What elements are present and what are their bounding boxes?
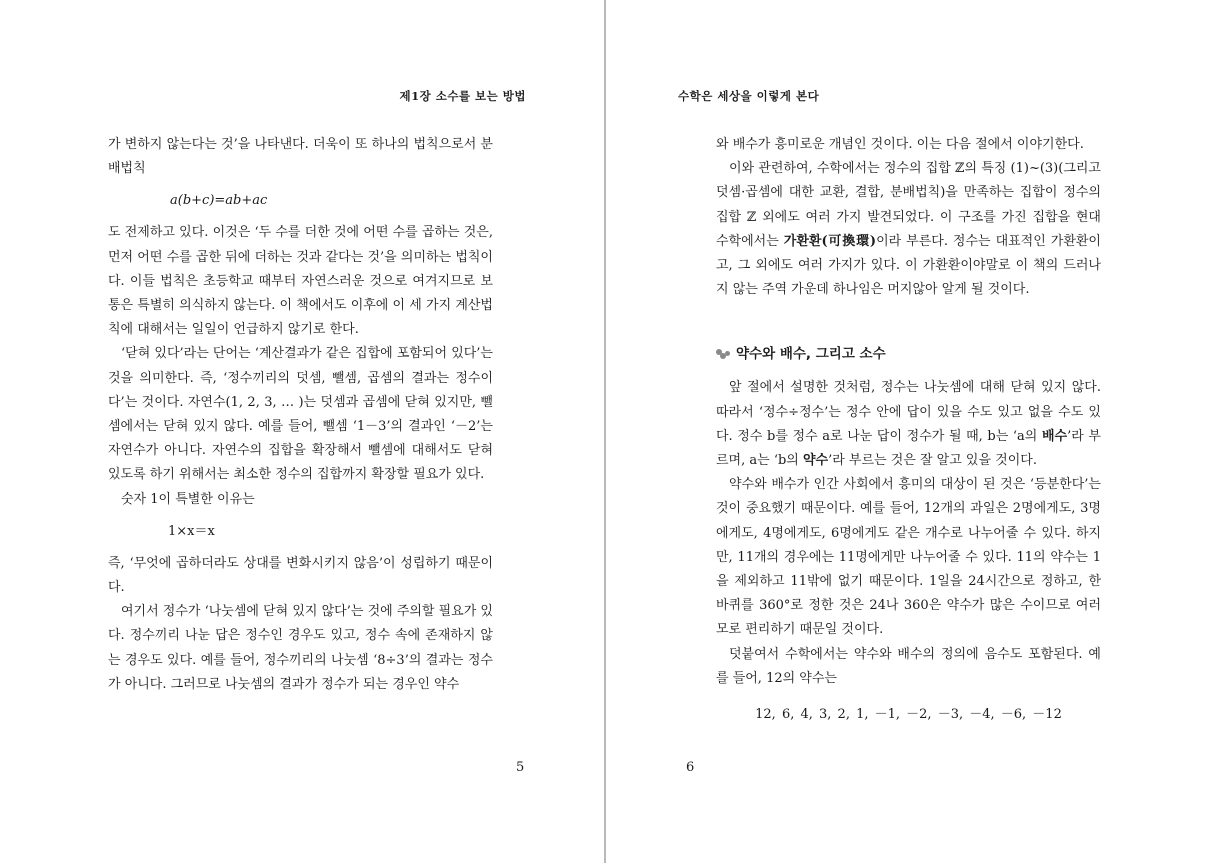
paragraph: 즉, ‘무엇에 곱하더라도 상대를 변화시키지 않음’이 성립하기 때문이다. [108, 555, 493, 596]
paragraph: 여기서 정수가 ‘나눗셈에 닫혀 있지 않다’는 것에 주의할 필요가 있다. 정수끼리 나눈 답은 정수인 경우도 있고, 정수 속에 존재하지 않는 경우도 있다. 예를 들어, 정수끼리의 나눗셈 ‘8÷3’의 결과는 정수가 아니다. 그러므로 나눗셈의 결과가 정수가 되는 경우인 약수 [108, 604, 493, 692]
term-commutative-ring: 가환환(可換環) [783, 233, 877, 249]
paragraph: 와 배수가 흥미로운 개념인 것이다. 이는 다음 절에서 이야기한다. [716, 137, 1084, 152]
paragraph [716, 157, 1101, 302]
divisors-of-12-line: 12, 6, 4, 3, 2, 1, －1, －2, －3, －4, －6, －12 [755, 707, 1062, 723]
right-page [606, 0, 1209, 863]
page-number-right: 6 [686, 760, 695, 775]
paragraph: ‘닫혀 있다’라는 단어는 ‘계산결과가 같은 집합에 포함되어 있다’는 것을 의미한다. 즉, ‘정수끼리의 덧셈, 뺄셈, 곱셈의 결과는 정수이다’는 것이다. 자연수(1, 2, 3, … )는 덧셈과 곱셈에 닫혀 있지만, 뺄셈에서는 닫혀 있지 않다. 예를 들어, 뺄셈 ‘1－3’의 결과인 ‘－2’는 자연수가 아니다. 자연수의 집합을 확장해서 뺄셈에 대해서도 닫혀 있도록 하기 위해서는 최소한 정수의 집합까지 확장할 필요가 있다. [108, 346, 493, 483]
left-text-block [108, 133, 493, 697]
paragraph: 가 변하지 않는다는 것’을 나타낸다. 더욱이 또 하나의 법칙으로서 분배법칙 [108, 137, 493, 177]
formula-distributive: a(b+c)=ab+ac [170, 193, 268, 209]
right-text-block [716, 133, 1101, 727]
running-head-left: 제1장 소수를 보는 방법 [399, 89, 526, 103]
paragraph-text: 이라 부른다. 정수는 대표적인 가환환이고, 그 외에도 여러 가지가 있다. 이 가환환이야말로 이 책의 드러나지 않는 주역 가운데 하나임은 머지않아 알게 될 것이다. [716, 233, 1101, 298]
paragraph-text: ’라 부르며, a는 ‘b의 [716, 428, 1101, 469]
section-bullet-icon [716, 348, 730, 360]
running-head-right: 수학은 세상을 이렇게 본다 [678, 89, 820, 103]
paragraph-text: ’라 부르는 것은 잘 알고 있을 것이다. [828, 453, 1037, 469]
section-heading-text: 약수와 배수, 그리고 소수 [736, 346, 886, 363]
paragraph: 덧붙여서 수학에서는 약수와 배수의 정의에 음수도 포함된다. 예를 들어, 12의 약수는 [716, 646, 1101, 686]
left-page [0, 0, 604, 863]
term-multiple: 배수 [1042, 428, 1068, 444]
formula-identity: 1×x＝x [168, 523, 215, 539]
paragraph: 약수와 배수가 인간 사회에서 흥미의 대상이 된 것은 ‘등분한다’는 것이 중요했기 때문이다. 예를 들어, 12개의 과일은 2명에게도, 3명에게도, 4명에게도, 6명에게도 같은 개수로 나누어줄 수 있다. 하지만, 11개의 경우에는 11명에게만 나누어줄 수 있다. 11의 약수는 1을 제외하고 11밖에 없기 때문이다. 1일을 24시간으로 정하고, 한 바퀴를 360°로 정한 것은 24나 360은 약수가 많은 수이므로 여러모로 편리하기 때문일 것이다. [716, 477, 1101, 638]
paragraph [716, 376, 1101, 473]
page-number-left: 5 [516, 760, 525, 775]
paragraph: 도 전제하고 있다. 이것은 ‘두 수를 더한 것에 어떤 수를 곱하는 것은, 먼저 어떤 수를 곱한 뒤에 더하는 것과 같다는 것’을 의미하는 법칙이다. 이들 법칙은 초등학교 때부터 자연스러운 것으로 여겨지므로 보통은 특별히 의식하지 않는다. 이 책에서도 이후에 이 세 가지 계산법칙에 대해서는 일일이 언급하지 않기로 한다. [108, 225, 493, 338]
paragraph-text: 이와 관련하여, 수학에서는 정수의 집합 ℤ의 특징 (1)~(3)(그리고 덧셈·곱셈에 대한 교환, 결합, 분배법칙)을 만족하는 집합이 정수의 집합 ℤ 외에도 여러 가지 발견되었다. 이 구조를 가진 집합을 현대 수학에서는 [716, 161, 1101, 249]
section-heading [716, 342, 1101, 366]
paragraph-text: 앞 절에서 설명한 것처럼, 정수는 나눗셈에 대해 닫혀 있지 않다. 따라서 ‘정수÷정수’는 정수 안에 답이 있을 수도 있고 없을 수도 있다. 정수 b를 정수 a로 나눈 답이 정수가 될 때, b는 ‘a의 [716, 380, 1101, 444]
term-divisor: 약수 [802, 453, 829, 469]
paragraph: 숫자 1이 특별한 이유는 [121, 491, 255, 507]
